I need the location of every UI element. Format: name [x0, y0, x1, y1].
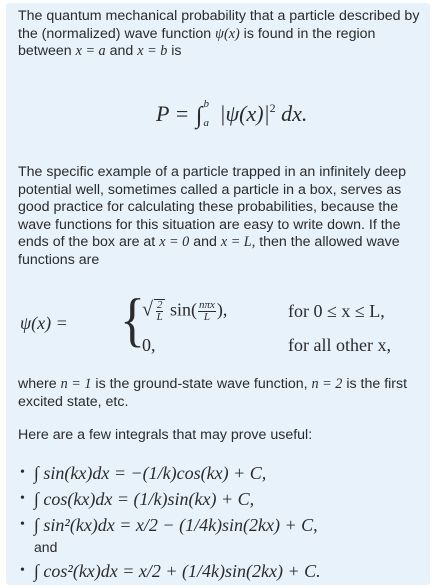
integral-item: • ∫ cos²(kx)dx = x/2 + (1/4k)sin(2kx) + C. [18, 558, 422, 584]
wave-case-2: 0, [142, 335, 156, 355]
arg-num: nπx [199, 299, 215, 311]
arg-den: L [203, 311, 211, 323]
wave-lhs: ψ(x) = [20, 313, 68, 333]
sqrt-den: L [156, 311, 163, 323]
prob-dx: dx. [281, 101, 308, 126]
prob-power: 2 [269, 101, 276, 115]
wave-cond-2: for all other x, [288, 335, 391, 355]
x-eq-L: x = L, [220, 234, 256, 250]
example-and: and [193, 234, 217, 250]
example-text-end: then the allowed wave functions are [18, 234, 400, 268]
states-t1: is the ground-state wave function, [95, 376, 308, 392]
limit-lower: a [203, 116, 209, 129]
psi-symbol: ψ(x) [215, 25, 240, 42]
integral-sign: ∫ [195, 103, 203, 129]
wave-case-1: √ $\frac{2}{L}$ sin( $\frac{\text{nπx}}{L}$ ), [142, 298, 228, 323]
n-eq-2: n = 2 [311, 376, 343, 392]
x-eq-0: x = 0 [159, 234, 190, 250]
intro-and: and [109, 43, 134, 59]
intro-text-1: The quantum mechanical probability that a particle described by the (normalized) wave function [18, 8, 420, 42]
integral-limits [203, 97, 209, 129]
n-eq-1: n = 1 [60, 376, 92, 392]
example-paragraph [18, 164, 422, 269]
limit-upper: b [203, 97, 209, 110]
intro-is: is [171, 43, 182, 59]
states-paragraph [18, 376, 422, 411]
wavefunction-definition [18, 287, 422, 363]
example-text: The specific example of a particle trapped in an infinitely deep potential well, sometimes called a particle in a box, serves as good practice for calculating these probabilities, because the wave functions for this situation are easy to write down. If the ends of the box are at [18, 164, 407, 250]
prob-integrand: |ψ(x)| [219, 101, 270, 126]
integrals-intro: Here are a few integrals that may prove useful: [18, 427, 313, 443]
states-t2: is the first excited state, etc. [18, 376, 408, 410]
integrals-list [18, 460, 422, 584]
probability-formula [156, 97, 308, 129]
integral-item: • ∫ cos(kx)dx = (1/k)sin(kx) + C, [18, 486, 422, 512]
integral-item: • ∫ sin²(kx)dx = x/2 − (1/4k)sin(2kx) + C, [18, 512, 422, 538]
and-label: and [34, 539, 58, 555]
x-eq-b: x = b [137, 43, 168, 59]
sqrt-num: 2 [156, 299, 163, 311]
integral-item: • ∫ sin(kx)dx = −(1/k)cos(kx) + C, [18, 460, 422, 486]
piecewise-brace: { [120, 287, 145, 354]
intro-text-2: is found in the region between [18, 25, 376, 59]
intro-paragraph [18, 8, 422, 61]
prob-lhs: P = [156, 101, 190, 126]
states-where: where [18, 376, 57, 392]
x-eq-a: x = a [75, 43, 106, 59]
sin-function: sin [169, 299, 191, 320]
wave-cond-1: for 0 ≤ x ≤ L, [288, 301, 385, 321]
